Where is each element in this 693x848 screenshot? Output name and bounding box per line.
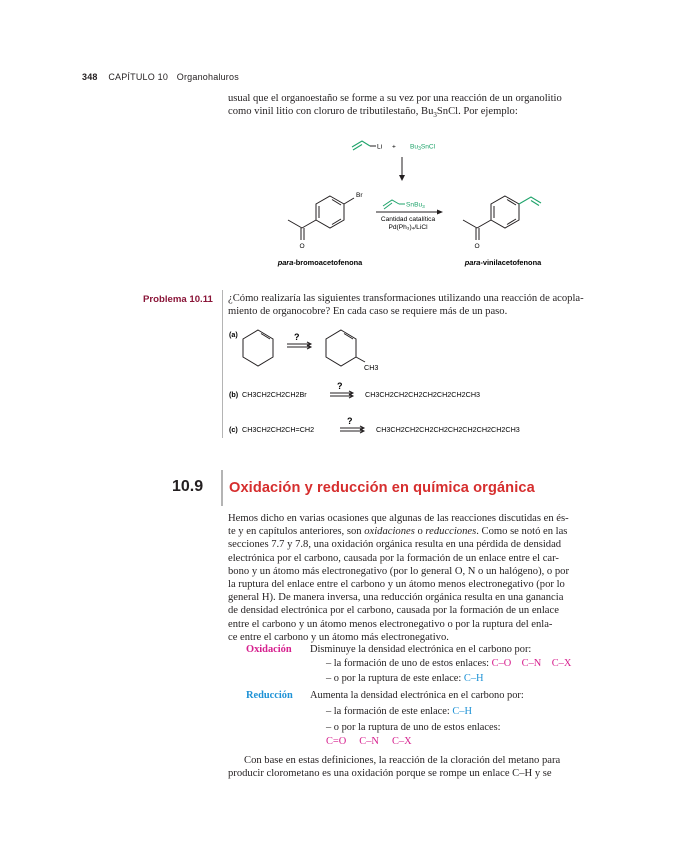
cyclohexene-structure (243, 330, 273, 366)
section-divider (221, 470, 223, 506)
closing-line: Con base en estas definiciones, la reacción de la cloración del metano para (244, 755, 561, 766)
reduction-bonds: C=O C–N C–X (326, 736, 412, 747)
equilibrium-arrows (287, 342, 311, 349)
oxidation-label: Oxidación (246, 644, 292, 655)
plus-sign: + (392, 143, 396, 151)
stannane-label: SnBu$_3$ (406, 201, 425, 210)
question-mark: ? (347, 416, 353, 426)
br-label: Br (356, 192, 363, 199)
carbonyl-oxygen: O (299, 243, 305, 250)
body-line: entre el carbono y un átomo menos electronegativo o por la ruptura del enla- (228, 618, 553, 630)
section-number: 10.9 (172, 478, 204, 495)
li-label: Li (377, 143, 383, 151)
reduction-label: Reducción (246, 690, 293, 701)
body-line: ce entre el carbono y un átomo más electronegativo. (228, 631, 449, 643)
item-c-product: CH3CH2CH2CH2CH2CH2CH2CH2CH2CH3 (376, 425, 520, 434)
body-line: bono y un átomo más electronegativo (por lo general O, N o un halógeno), o por (228, 565, 569, 577)
intro-line: usual que el organoestaño se forme a su vez por una reacción de un organolitio (228, 93, 562, 104)
page-number: 348 (82, 72, 98, 82)
question-mark: ? (337, 381, 343, 391)
oxidation-bullet-2: – o por la ruptura de este enlace: C–H (326, 673, 484, 684)
methyl-label: CH3 (364, 363, 379, 372)
item-a-label: (a) (229, 330, 238, 339)
carbonyl-oxygen: O (474, 243, 480, 250)
body-line: de densidad electrónica por el carbono, causada por la formación de un enlace (228, 605, 559, 617)
closing-line: producir clorometano es una oxidación porque se rompe un enlace C–H y se (228, 768, 552, 780)
catalyst-amount: Cantidad catalítica (380, 216, 436, 223)
item-b-label: (b) (229, 390, 239, 399)
oxidation-definition: Disminuye la densidad electrónica en el carbono por: (310, 644, 532, 655)
intro-line: como vinil litio con cloruro de tributilestaño, $Bu_3SnCl$. Por ejemplo: (228, 106, 518, 120)
reduction-bullet-2: – o por la ruptura de uno de estos enlaces: (326, 722, 501, 733)
reduction-bullet-1: – la formación de este enlace: C–H (326, 706, 473, 717)
chapter-title: Organohaluros (176, 72, 239, 82)
chapter-label: CAPÍTULO 10 (108, 72, 169, 82)
closing-paragraph (228, 754, 600, 780)
problem-title: Problema 10.11 (143, 294, 213, 305)
body-line: electrónica por el carbono, causada por la formación de un enlace entre el car- (228, 552, 559, 564)
body-line: general H). De manera inversa, una reducción orgánica resulta en una ganancia (228, 592, 564, 604)
section-title: Oxidación y reducción en química orgánica (229, 480, 535, 496)
equilibrium-arrows (340, 426, 364, 433)
catalyst-formula: Pd(Ph₃)₄/LiCl (388, 224, 428, 231)
item-c-reactant: CH3CH2CH2CH=CH2 (242, 425, 315, 434)
problem-line: miento de organocobre? En cada caso se requiere más de un paso. (228, 306, 508, 318)
body-paragraph (228, 512, 600, 644)
oxidation-bullet-1: – la formación de uno de estos enlaces: C–O C–N C–X (326, 658, 572, 669)
methylcyclohexene-structure (326, 330, 365, 366)
body-line: secciones 7.7 y 7.8, una oxidación orgánica resulta en una pérdida de densidad (228, 539, 562, 551)
equilibrium-arrows (330, 391, 353, 398)
problem-line: ¿Cómo realizaría las siguientes transformaciones utilizando una reacción de acopla- (228, 293, 584, 304)
item-b-reactant: CH3CH2CH2CH2Br (242, 390, 307, 399)
item-c-label: (c) (229, 425, 238, 434)
body-line: te y en capítulos anteriores, son oxidaciones o reducciones. Como se notó en las (228, 526, 568, 538)
body-line: la ruptura del enlace entre el carbono y un átomo menos electronegativo (por lo (228, 579, 565, 591)
reduction-definition: Aumenta la densidad electrónica en el carbono por: (310, 690, 524, 701)
compound-name-left: para-bromoacetofenona (277, 258, 363, 267)
question-mark: ? (294, 332, 300, 342)
tributyltin-chloride: $Bu_3SnCl$ (410, 143, 436, 152)
item-b-product: CH3CH2CH2CH2CH2CH2CH2CH3 (365, 390, 481, 399)
compound-name-right: para-vinilacetofenona (464, 258, 542, 267)
body-line: Hemos dicho en varias ocasiones que algunas de las reacciones discutidas en és- (228, 513, 569, 524)
